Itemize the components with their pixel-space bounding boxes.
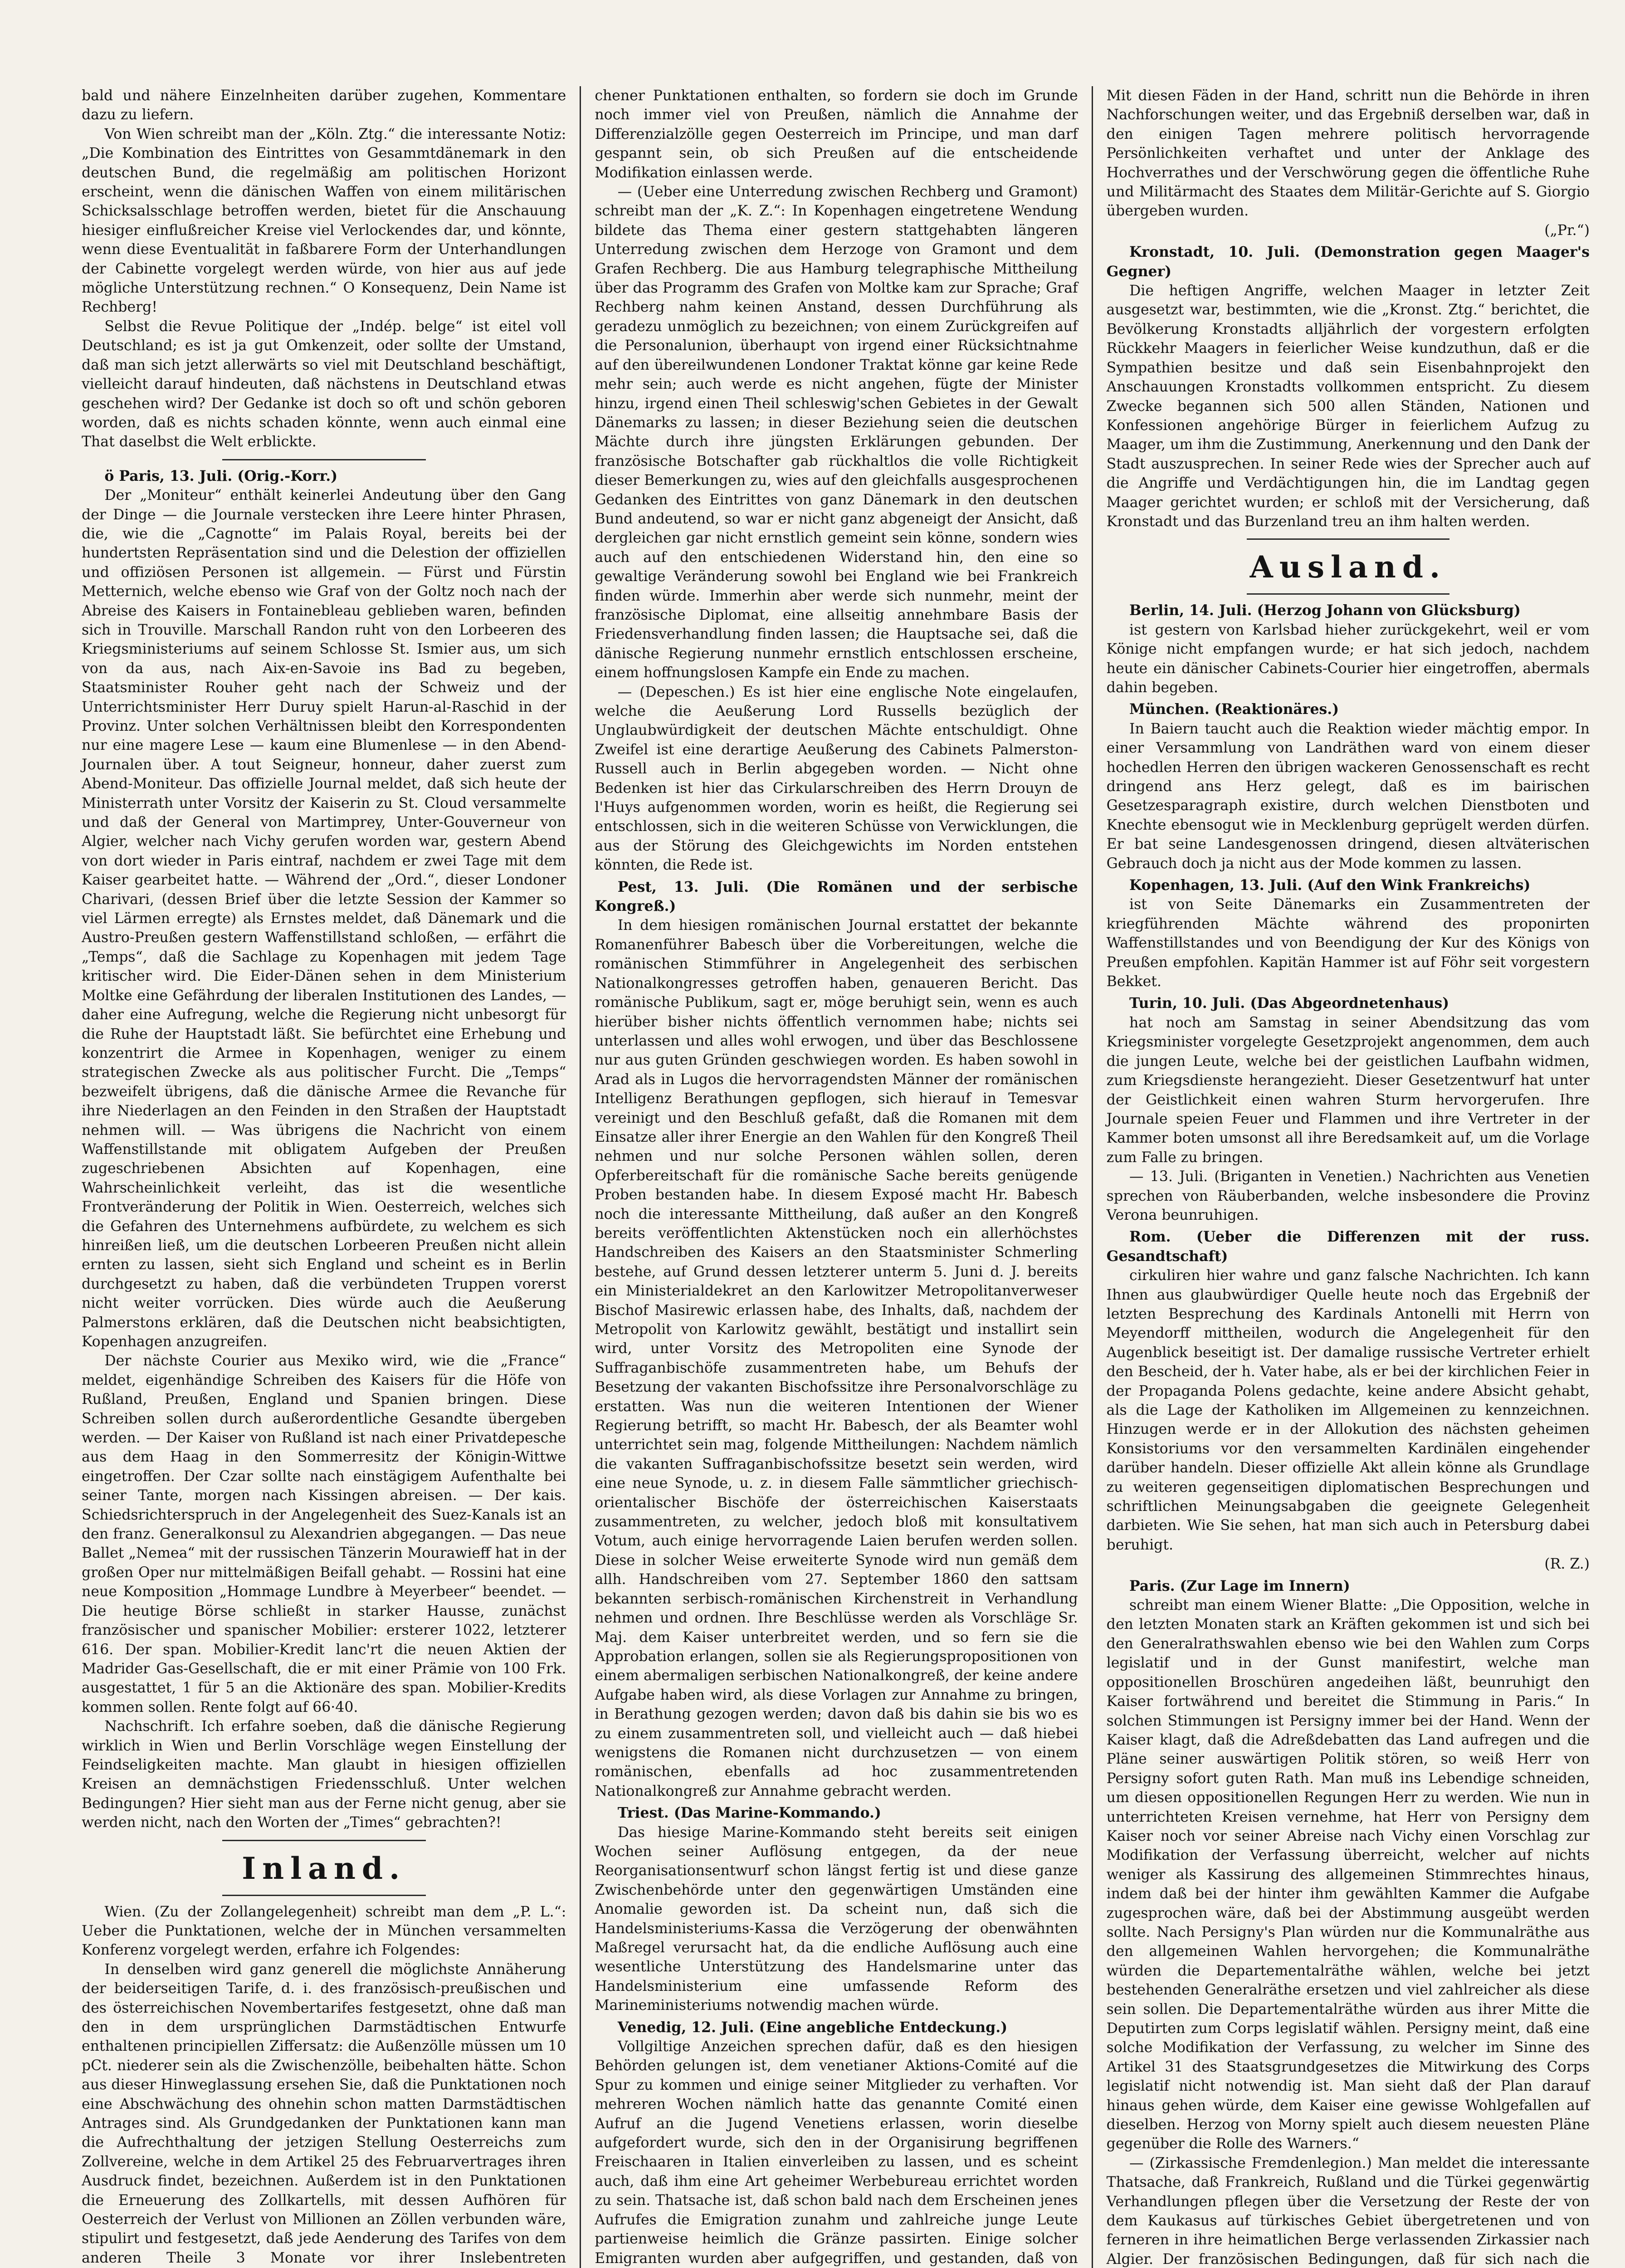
paragraph: Mit diesen Fäden in der Hand, schritt nun die Behörde in ihren Nachforschungen weiter, und das Ergebniß derselben war, daß in den einigen Tagen mehrere politisch hervorragende Persönlichkeiten verhaftet und unter der Anklage des Hochverrathes und der Verschwörung gegen die öffentliche Ruhe und Militärmacht des Staates dem Militär-Gerichte auf S. Giorgio übergeben wurden. — [1106, 88, 1590, 220]
paragraph: Selbst die Revue Politique der „Indép. belge“ ist eitel voll Deutschland; es ist ja gut Omkenzeit, oder sollte der Umstand, daß man sich jetzt allerwärts so viel mit Deutschland beschäftigt, vielleicht darauf hindeuten, daß nächstens in Deutschland etwas geschehen wird? Der Gedanke ist doch so oft und schön geboren worden, daß es nichts schaden könnte, wenn auch einmal eine That daselbst die Welt erblickte. — [82, 318, 566, 450]
dateline-text: Paris. (Zur Lage im Innern) — [1129, 1577, 1350, 1594]
paragraph: hat noch am Samstag in seiner Abendsitzung das vom Kriegsminister vorgelegte Gesetzprojekt angenommen, dem auch die jungen Leute, welche bei der geistlichen Laufbahn widmen, zum Kriegsdienste herangezieht. Dieser Gesetzentwurf hat unter der Geistlichkeit einen wahren Sturm hervorgerufen. Ihre Journale speien Feuer und Flammen und ihre Vertreter in der Kammer boten umsonst all ihre Beredsamkeit auf, um die Vorlage zum Falle zu bringen. — [1106, 1014, 1590, 1166]
column-1 — [68, 86, 580, 2268]
paragraph-nachschrift: Nachschrift. Ich erfahre soeben, daß die dänische Regierung wirklich in Wien und Berlin Vorschläge wegen Einstellung der Feindseligkeiten machte. Man glaubt in hiesigen offiziellen Kreisen an demnächstigen Friedensschluß. Unter welchen Bedingungen? Hier sieht man aus der Ferne nicht genug, aber sie werden nicht, nach den Worten der „Times“ gebrachten?! — [82, 1718, 566, 1831]
dateline-kopenhagen — [1107, 876, 1590, 895]
dateline-pest — [595, 878, 1078, 916]
divider — [222, 1895, 426, 1896]
dateline-turin — [1107, 994, 1590, 1013]
paragraph: schreibt man einem Wiener Blatte: „Die Opposition, welche in den letzten Monaten stark an Kräften gekommen ist und sich bei den Generalrathswahlen ebenso wie bei den Wahlen zum Corps legislatif und in der Gunst manifestirt, welche man oppositionellen Broschüren angedeihen läßt, beunruhigt den Kaiser fortwährend und bereitet die Stimmung in Paris.“ In solchen Stimmungen ist Persigny immer bei der Hand. Wenn der Kaiser klagt, daß die Adreßdebatten das Land aufregen und die Pläne seiner auswärtigen Politik stören, so weiß Herr von Persigny sofort guten Rath. Man muß ins Lebendige schneiden, um diesen oppositionellen Regungen Herr zu werden. Wie nun in unterrichteten Kreisen vernehme, hat Herr von Persigny dem Kaiser noch vor seiner Abreise nach Vichy einen Vorschlag zur Modifikation der Verfassung überreicht, welcher auf nichts weniger als Kassirung des allgemeinen Stimmrechtes hinaus, indem daß bei der hinter ihm gewählten Kammer die Aufgabe zugesprochen wäre, daß bei der Abstimmung ausgeübt werden sollte. Nach Persigny's Plan würden nur die Kommunalräthe aus den allgemeinen Wahlen hervorgehen; die Kommunalräthe würden die Departementalräthe wählen, welche bei jetzt bestehenden Generalräthe ersetzen und viel zahlreicher als diese sein sollen. Die Departementalräthe würden aus ihrer Mitte die Deputirten zum Corps legislatif wählen. Persigny meint, daß eine solche Modifikation der Verfassung, zu welcher im Sinne des Artikel 31 des Staatsgrundgesetzes die Mitwirkung des Corps legislatif nicht notwendig ist. Man sieht daß der Plan darauf hinaus gehen würde, dem Kaiser eine gewisse Wohlgefallen auf dieselben. Herzog von Morny spielt auch diesem neuesten Pläne gegenüber die Rolle des Warners.“ — [1106, 1597, 1590, 2152]
paragraph: Vollgiltige Anzeichen sprechen dafür, daß es den hiesigen Behörden gelungen ist, dem venetianer Aktions-Comité auf die Spur zu kommen und einige seiner Mitglieder zu verhaften. Vor mehreren Wochen nämlich hatte das genannte Comité einen Aufruf an die Jugend Venetiens erlassen, worin dieselbe aufgefordert wurde, sich den in der Organisirung begriffenen Freischaaren in Italien einverleiben zu lassen, und es scheint auch, daß ihm eine Art geheimer Werbebureau errichtet worden zu sein. Thatsache ist, daß schon bald nach dem Erscheinen jenes Aufrufes die Emigration zunahm und zahlreiche junge Leute partienweise heimlich die Gränze passirten. Einige solcher Emigranten wurden aber aufgegriffen, und gestanden, daß von — [595, 2038, 1078, 2267]
dateline-wien: Wien. (Zu der Zollangelegenheit) schreibt man dem „P. L.“: Ueber die Punktationen, welche der in München versammelten Konferenz vorgelegt werden, erfahre ich Folgendes: — [82, 1903, 566, 1959]
dateline-text: Berlin, 14. Juli. (Herzog Johann von Glücksburg) — [1129, 602, 1521, 619]
dateline-text: Kronstadt, 10. Juli. (Demonstration gegen Maager's Gegner) — [1106, 244, 1590, 280]
dateline-text: Venedig, 12. Juli. (Eine angebliche Entdeckung.) — [617, 2019, 1008, 2036]
dateline-text: Pest, 13. Juli. (Die Romänen und der serbische Kongreß.) — [595, 878, 1078, 915]
dateline-text: Turin, 10. Juli. (Das Abgeordnetenhaus) — [1129, 995, 1449, 1012]
paragraph: Die heftigen Angriffe, welchen Maager in letzter Zeit ausgesetzt war, bestimmten, wie die „Kronst. Ztg.“ berichtet, die Bevölkerung Kronstadts alljährlich der vorgestern erfolgten Rückkehr Maagers in feierlicher Weise kundzuthun, daß er die Sympathien besitze und daß sein Eisenbahnprojekt den Anschauungen Kronstadts vollkommen entspricht. Zu diesem Zwecke begannen sich 500 allen Ständen, Nationen und Konfessionen angehörige Bürger in feierlichem Aufzug zu Maager, um ihm die Zustimmung, Anerkennung und den Dank der Stadt auszusprechen. In seiner Rede wies der Sprecher auch auf die Angriffe und Verdächtigungen hin, die im Landtag gegen Maager gerichtet wurden; er schloß mit der Versicherung, daß Kronstadt und das Burzenland treu an ihm halten werden. — [1106, 283, 1590, 530]
dateline-berlin — [1107, 601, 1590, 620]
paragraph: bald und nähere Einzelnheiten darüber zugehen, Kommentare dazu zu liefern. — [82, 88, 566, 123]
dateline-muenchen — [1107, 700, 1590, 719]
dateline-kronstadt — [1107, 243, 1590, 281]
paragraph: Das hiesige Marine-Kommando steht bereits seit einigen Wochen seiner Auflösung entgegen, da der neue Reorganisationsentwurf schon längst fertig ist und diese ganze Zwischenbehörde unter den gegenwärtigen Umständen eine Anomalie geworden ist. Da scheint nun, daß sich die Handelsministeriums-Kassa die Verzögerung der obenwähnten Maßregel verursacht hat, da die endliche Auflösung auch eine wesentliche Unterstützung des Handelsmarine unter das Handelsministerium eine umfassende Reform des Marineministeriums notwendig machen würde. — [595, 1824, 1078, 2014]
dateline-triest — [595, 1804, 1078, 1823]
column-grid — [68, 86, 1603, 2268]
paragraph: Von Wien schreibt man der „Köln. Ztg.“ die interessante Notiz: „Die Kombination des Eintrittes von Gesammtdänemark in den deutschen Bund, die regelmäßig am politischen Horizont erscheint, wenn die dänischen Waffen von einem militärischen Schicksalsschlage betroffen werden, bietet für die Anschauung hiesiger einflußreicher Kreise viel Verlockendes dar, und könnte, wenn diese Eventualität in faßbarere Form der Unterhandlungen der Cabinette vorgelegt werden würde, von hier aus auf jede mögliche Unterstützung rechnen.“ O Konsequenz, Dein Name ist Rechberg! — [82, 126, 566, 316]
divider — [222, 1840, 426, 1841]
dateline-paris-innern — [1107, 1577, 1590, 1596]
paragraph: — (Ueber eine Unterredung zwischen Rechberg und Gramont) schreibt man der „K. Z.“: In Kopenhagen eingetretene Wendung bildete das Thema einer gestern stattgehabten längeren Unterredung zwischen dem Herzoge von Gramont und dem Grafen Rechberg. Die aus Hamburg telegraphische Mittheilung über das Programm des Grafen von Moltke kam zur Sprache; Graf Rechberg nahm keinen Anstand, dessen Durchführung als geradezu unmöglich zu bezeichnen; von einem Zurückgreifen auf die Personalunion, überhaupt von irgend einer Rücksichtnahme auf den übereilwundenen Londoner Traktat könne gar keine Rede mehr sein; auch werde es nicht angehen, fügte der Minister hinzu, irgend einen Theil schleswig'schen Gebietes in der Gewalt Dänemarks zu lassen; in dieser Beziehung seien die deutschen Mächte durch ihre jüngsten Erklärungen gebunden. Der französische Botschafter gab rückhaltlos die volle Richtigkeit dieser Bemerkungen zu, wies auf den gleichfalls ausgesprochenen Gedanken des Eintrittes von ganz Dänemark in den deutschen Bund andeutend, so war er nicht ganz abgeneigt der Ansicht, daß dergleichen gar nicht ernstlich gemeint sein könne, sondern wies auch auf den entschiedenen Widerstand hin, den eine so gewaltige Veränderung sowohl bei England wie bei Frankreich finden würde. Immerhin aber werde sich nunmehr, meint der französische Diplomat, eine allseitig annehmbare Basis der Friedensverhandlung finden lassen; die Hauptsache sei, daß die dänische Regierung nunmehr ernstlich entschlossen erscheine, einem hoffnungslosen Kampfe ein Ende zu machen. — [595, 184, 1078, 681]
paragraph: cirkuliren hier wahre und ganz falsche Nachrichten. Ich kann Ihnen aus glaubwürdiger Quelle heute noch das Ergebniß der letzten Besprechung des Kardinals Antonelli mit Herrn von Meyendorff mittheilen, wodurch die Angelegenheit für den Augenblick beseitigt ist. Der damalige russische Vertreter erhielt den Bescheid, der h. Vater habe, als er bei der kirchlichen Feier in der Propaganda Polens gedachte, keine andere Absicht gehabt, als die Lage der Katholiken im Allgemeinen zu kennzeichnen. Hinzugen werde er in der Allokution des nächsten geheimen Konsistoriums vor den versammelten Kardinälen eingehender darüber handeln. Dieser offizielle Akt allein könne als Grundlage zu weiteren gegenseitigen diplomatischen Besprechungen und schriftlichen Meinungsabgaben die geeignete Gelegenheit darbieten. Wie Sie sehen, hat man sich auch in Petersburg dabei beruhigt. — [1106, 1267, 1590, 1553]
paragraph: In Baiern taucht auch die Reaktion wieder mächtig empor. In einer Versammlung von Landräthen ward von einem dieser hochedlen Herren den übrigen wackeren Genossenschaft es recht dringend ans Herz gelegt, daß es im bairischen Gesetzesparagraph existire, durch welchen Dienstboten und Knechte ebensogut wie in Mecklenburg geprügelt werden dürfen. Er bat seine Landesgenossen dringend, diesen altväterischen Gebrauch doch ja nicht aus der Mode kommen zu lassen. — [1106, 720, 1590, 872]
paragraph: chener Punktationen enthalten, so fordern sie doch im Grunde noch immer viel von Preußen, nämlich die Annahme der Differenzialzölle gegen Oesterreich im Principe, und man darf gespannt sein, ob sich Preußen auf die entscheidende Modifikation einlassen werde. — [595, 88, 1078, 181]
paragraph: — 13. Juli. (Briganten in Venetien.) Nachrichten aus Venetien sprechen von Räuberbanden, welche insbesondere die Provinz Verona beunruhigen. — [1106, 1168, 1590, 1223]
paragraph: — (Depeschen.) Es ist hier eine englische Note eingelaufen, welche die Aeußerung Lord Russells bezüglich der Unglaubwürdigkeit der deutschen Mächte entschuldigt. Ohne Zweifel ist eine derartige Aeußerung des Cabinets Palmerston-Russell auch in Berlin abgegeben worden. — Nicht ohne Bedenken ist hier das Cirkularschreiben des Herrn Drouyn de l'Huys aufgenommen worden, worin es heißt, die Regierung sei entschlossen, sich in die weiteren Schüsse von Verwicklungen, die aus der Störung des Gleichgewichts im Norden entstehen könnten, die Rede ist. — [595, 684, 1078, 874]
paragraph: In denselben wird ganz generell die möglichste Annäherung der beiderseitigen Tarife, d. i. des französisch-preußischen und des österreichischen Novembertarifes festgesetzt, ohne daß man den in dem ursprünglichen Darmstädtischen Entwurfe enthaltenen principiellen Ziffersatz: die Außenzölle müssen um 10 pCt. niederer sein als die Zwischenzölle, beibehalten hätte. Schon aus dieser Hinweglassung ersehen Sie, daß die Punktationen noch eine Abschwächung des ohnehin schon matten Darmstädtischen Antrages sind. Als Grundgedanken der Punktationen kann man die Aufrechthaltung der jetzigen Stellung Oesterreichs zum Zollvereine, welche in dem Artikel 25 des Februarvertrages ihren Ausdruck findet, bezeichnen. Außerdem ist in den Punktationen die Erneuerung des Zollkartells, mit dessen Aufhören für Oesterreich der Verlust von Millionen an Zöllen verbunden wäre, stipulirt und festgesetzt, daß jede Aenderung des Tarifes von dem anderen Theile 3 Monate vor ihrer Inslebentreten — [82, 1961, 566, 2266]
dateline-text: Rom. (Ueber die Differenzen mit der russ. Gesandtschaft) — [1106, 1228, 1590, 1265]
dateline-text: Kopenhagen, 13. Juli. (Auf den Wink Frankreichs) — [1129, 877, 1531, 894]
dateline-text: Triest. (Das Marine-Kommando.) — [617, 1804, 881, 1822]
paragraph: In dem hiesigen romänischen Journal erstattet der bekannte Romanenführer Babesch über die Vorbereitungen, welche die romänischen Stimmführer in Angelegenheit des serbischen Nationalkongresses getroffen haben, genaueren Bericht. Das romänische Publikum, sagt er, möge beruhigt sein, wenn es auch hierüber bisher nichts öffentlich vernommen habe; nichts sei unterlassen und alles wohl erwogen, und über das Beschlossene nur aus guten Gründen geschwiegen worden. Es haben sowohl in Arad als in Lugos die hervorragendsten Männer der romänischen Intelligenz Berathungen gepflogen, sich hierauf in Temesvar vereinigt und den Beschluß gefaßt, daß die Romanen mit dem Einsatze aller ihrer Energie an den Wahlen für den Kongreß Theil nehmen und nur solche Personen wählen sollen, deren Opferbereitschaft für die romänische Sache bereits genügende Proben bestanden habe. In diesem Exposé macht Hr. Babesch noch die interessante Mittheilung, daß außer an den Kongreß bereits veröffentlichten Aktenstücken noch ein allerhöchstes Handschreiben des Kaisers an den Staatsminister Schmerling bestehe, auf Grund dessen letzterer unterm 5. Juni d. J. bereits ein Ministerialdekret an den Karlowitzer Metropolitanverweser Bischof Masirewic erlassen habe, des Inhalts, daß, nachdem der Metropolit von Karlowitz gewählt, bestätigt und installirt sein wird, unter Vorsitz des Metropoliten eine Synode der Suffraganbischöfe zusammentreten habe, um Behufs der Besetzung der vakanten Bischofssitze ihre Personalvorschläge zu erstatten. Was nun die weiteren Intentionen der Wiener Regierung betrifft, so macht Hr. Babesch, der als Beamter wohl unterrichtet sein mag, folgende Mittheilungen: Nachdem nämlich die vakanten Suffraganbischofssitze besetzt sein werden, wird eine neue Synode, u. z. in diesem Falle sämmtlicher griechisch-orientalischer Bischöfe der österreichischen Kaiserstaats zusammentreten, zu welcher, jedoch bloß mit konsultativem Votum, auch einige hervorragende Laien berufen werden sollen. Diese in solcher Weise erweiterte Synode wird nun gemäß dem allh. Handschreiben vom 27. September 1860 den sattsam bekannten serbisch-romänischen Kirchenstreit in Verhandlung nehmen und ordnen. Ihre Beschlüsse werden als Vorschläge Sr. Maj. dem Kaiser unterbreitet werden, und so fern sie die Approbation erlangen, sollen sie als Regierungspropositionen von einem abermaligen serbischen Nationalkongreß, der keine andere Aufgabe haben wird, als diese Vorlagen zur Annahme zu bringen, in Berathung gezogen werden; davon daß bis dahin sie bis wo es zu einem zusammentreten soll, und vielleicht auch — daß hiebei wenigstens die Romanen nicht durchzusetzen — von einem romänischen, ebenfalls ad hoc zusammentretenden Nationalkongreß zur Annahme gebracht werden. — [595, 917, 1078, 1799]
source-signature: („Pr.“) — [1544, 222, 1590, 239]
paragraph: ist gestern von Karlsbad hieher zurückgekehrt, weil er vom Könige nicht empfangen wurde; er hat sich jedoch, nachdem heute ein dänischer Cabinets-Courier hier eingetroffen, abermals dahin begeben. — [1106, 621, 1590, 696]
dateline-rom — [1107, 1227, 1590, 1266]
dateline-venedig — [595, 2018, 1078, 2037]
divider — [1247, 538, 1449, 540]
paragraph: Der „Moniteur“ enthält keinerlei Andeutung über den Gang der Dinge — die Journale verstecken ihre Leere hinter Phrasen, die, wie die „Cagnotte“ im Palais Royal, bereits bei der hundertsten Repräsentation sind und die Delestion der offiziellen und offiziösen Personen ist allgemein. — Fürst und Fürstin Metternich, welche ebenso wie Graf von der Goltz noch nach der Abreise des Kaisers in Fontainebleau geblieben waren, befinden sich in Trouville. Marschall Randon ruht von den Lorbeeren des Kriegsministeriums auf seinem Schlosse St. Ismier aus, um sich von da aus, nach Aix-en-Savoie ins Bad zu begeben, Staatsminister Rouher geht nach der Schweiz und der Unterrichtsminister Herr Duruy spielt Harun-al-Raschid in der Provinz. Unter solchen Verhältnissen bleibt den Korrespondenten nur eine magere Lese — kaum eine Blumenlese — in den Abend-Journalen über. A tout Seigneur, honneur, daher zuerst zum Abend-Moniteur. Das offizielle Journal meldet, daß sich heute der Ministerrath unter Vorsitz der Kaiserin zu St. Cloud versammelte und daß der General von Martimprey, Unter-Gouverneur von Algier, welcher nach Vichy gerufen worden war, gestern Abend von dort wieder in Paris eintraf, nachdem er zwei Tage mit dem Kaiser gearbeitet hatte. — Während der „Ord.“, dieser Londoner Charivari, (dessen Brief über die letzte Session der Kammer so viel Lärmen erregte) als Ernstes meldet, daß Dänemark und die Austro-Preußen gestern Waffenstillstand schloßen, — erfährt die „Temps“, daß die Sachlage zu Kopenhagen mit jedem Tage kritischer wird. Die Eider-Dänen sehen in dem Ministerium Moltke eine Gefährdung der liberalen Institutionen des Landes, — daher eine Aufregung, welche die Regierung nicht unbesorgt für die Ruhe der Hauptstadt läßt. Sie befürchtet eine Erhebung und konzentrirt die Armee in Kopenhagen, weniger zu einem strategischen Zwecke als aus politischer Furcht. Die „Temps“ bezweifelt übrigens, daß die dänische Armee die Revanche für ihre Niederlagen an den Feinden in den Straßen der Hauptstadt nehmen will. — Was übrigens die Nachricht von einem Waffenstillstande mit obligatem Aufgeben der Preußen zugeschriebenen Absichten auf Kopenhagen, eine Wahrscheinlichkeit verleiht, das ist die wesentliche Frontveränderung der Politik in Wien. Oesterreich, welches sich die Gefahren des Unternehmens aufbürdete, zu welchem es sich hinreißen ließ, um die deutschen Lorbeeren Preußen nicht allein ernten zu lassen, sieht sich England und scheint es in Berlin durchgesetzt zu haben, daß die verbündeten Truppen vorerst nicht weiter vorrücken. Dies würde auch die Aeußerung Palmerstons erklären, daß die Deutschen nicht beabsichtigten, Kopenhagen anzugreifen. — [82, 487, 566, 1350]
column-3 — [1092, 86, 1603, 2268]
source-signature: (R. Z.) — [1544, 1556, 1590, 1573]
paragraph: Der nächste Courier aus Mexiko wird, wie die „France“ meldet, eigenhändige Schreiben des Kaisers für die Höfe von Rußland, Preußen, England und Spanien bringen. Diese Schreiben sollen durch außerordentliche Gesandte übergeben werden. — Der Kaiser von Rußland ist nach einer Privatdepesche aus dem Haag in den Sommerresitz der Königin-Wittwe eingetroffen. Der Czar sollte nach einstägigem Aufenthalte bei seiner Tante, morgen nach Kissingen abreisen. — Der kais. Schiedsrichterspruch in der Angelegenheit des Suez-Kanals ist an den franz. Generalkonsul zu Alexandrien abgegangen. — Das neue Ballet „Nemea“ mit der russischen Tänzerin Mourawieff hat in der großen Oper nur mittelmäßigen Beifall gehabt. — Rossini hat eine neue Komposition „Hommage Lundbre à Meyerbeer“ beendet. — Die heutige Börse schließt in starker Hausse, zunächst französischer und spanischer Mobilier: ersterer 1022, letzterer 616. Der span. Mobilier-Kredit lanc'rt die neuen Aktien der Madrider Gas-Gesellschaft, die er mit einer Prämie von 100 Frk. ausgestattet, 1 für 5 an die Aktionäre des span. Mobilier-Kredits kommen sollen. Rente folgt auf 66·40. — [82, 1353, 566, 1716]
column-2 — [580, 86, 1091, 2268]
paragraph: ist von Seite Dänemarks ein Zusammentreten der kriegführenden Mächte während des proponirten Waffenstillstandes und von Beendigung der Kur des Königs von Preußen empfohlen. Kapitän Hammer ist auf Föhr seit vorgestern Bekket. — [1106, 896, 1590, 990]
dateline-text: München. (Reaktionäres.) — [1129, 701, 1339, 718]
section-heading-inland: Inland. — [242, 1850, 406, 1886]
dateline-text: ö Paris, 13. Juli. (Orig.-Korr.) — [104, 467, 338, 484]
dateline-paris — [82, 467, 566, 486]
paragraph: — (Zirkassische Fremdenlegion.) Man meldet die interessante Thatsache, daß Frankreich, Rußland und die Türkei gegenwärtig Verhandlungen pflegen über die Versetzung der Reste der von dem Kaukasus auf türkisches Gebiet übergetretenen und von ferneren in ihre heimatlichen Berge verlassenden Zirkassier nach Algier. Der französischen Bedingungen, daß für sich nach die — [1106, 2155, 1590, 2268]
divider — [1247, 593, 1449, 595]
section-heading-ausland: Ausland. — [1249, 549, 1446, 585]
divider — [222, 459, 426, 460]
